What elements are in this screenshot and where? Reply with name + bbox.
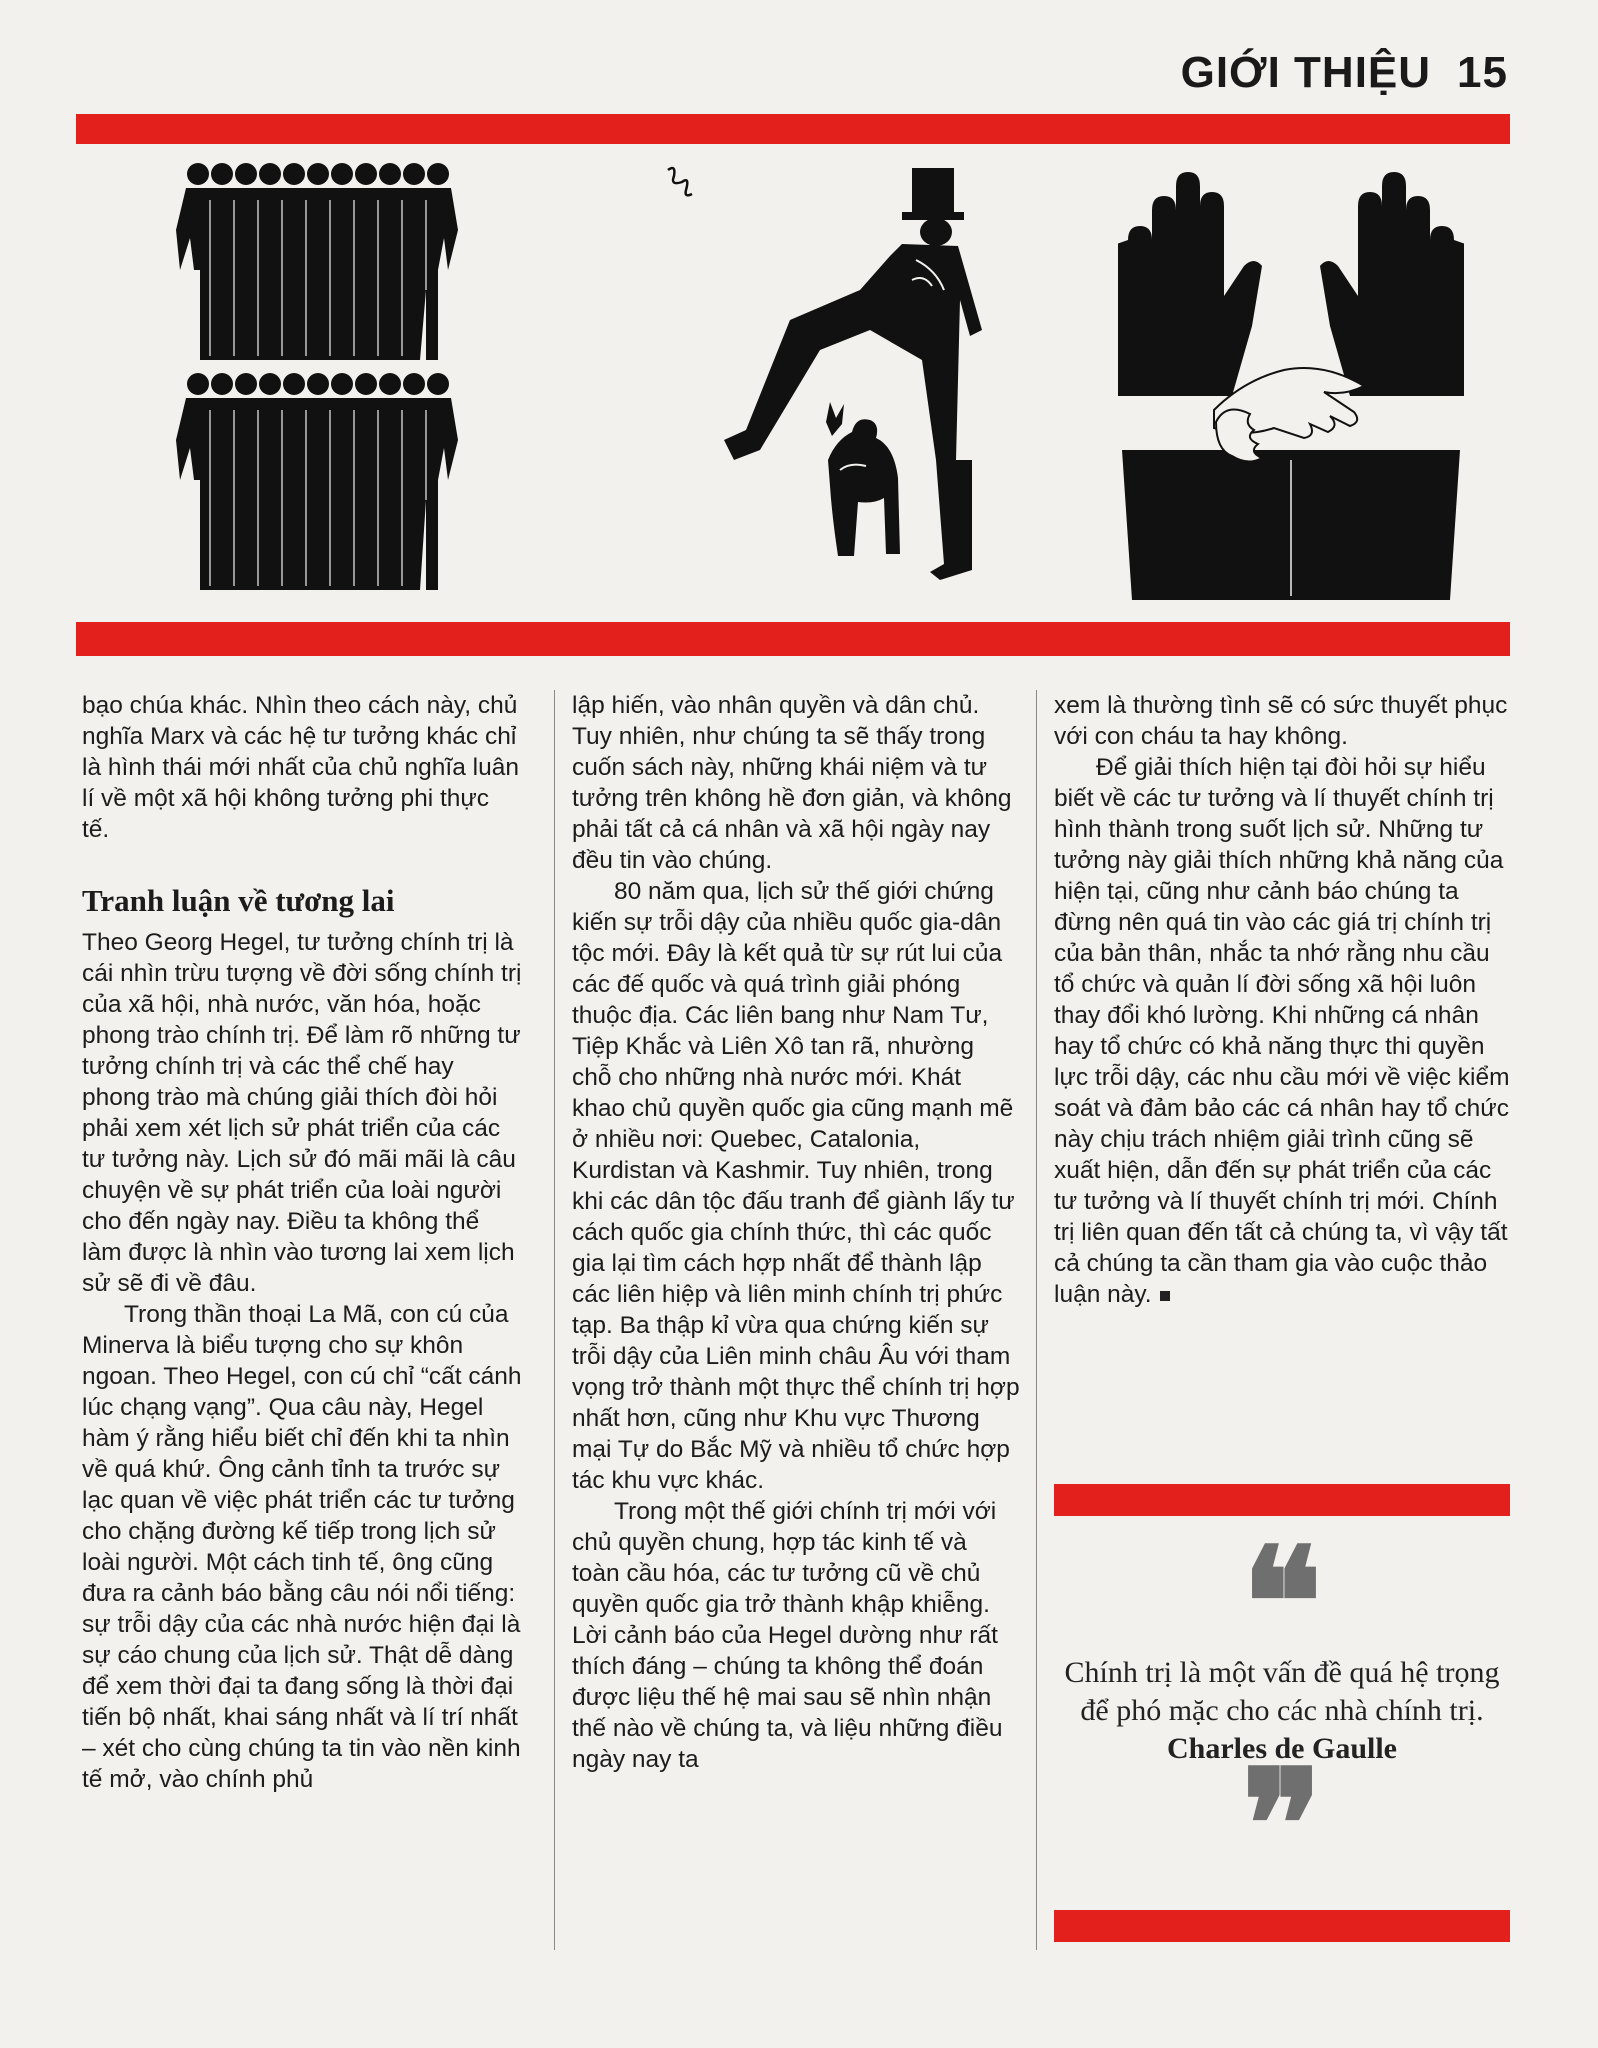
- pull-quote: [1054, 1522, 1510, 1910]
- middle-red-bar: [76, 622, 1510, 656]
- paragraph: 80 năm qua, lịch sử thế giới chứng kiến sự trỗi dậy của nhiều quốc gia-dân tộc mới. Đây là kết quả từ sự rút lui của các đế quốc và quá trình giải phóng thuộc địa. Các liên bang như Nam Tư, Tiệp Khắc và Liên Xô tan rã, nhường chỗ cho những nhà nước mới. Khát khao chủ quyền quốc gia cũng mạnh mẽ ở nhiều nơi: Quebec, Catalonia, Kurdistan và Kashmir. Tuy nhiên, trong khi các dân tộc đấu tranh để giành lấy tư cách quốc gia chính thức, thì các quốc gia lại tìm cách hợp nhất để thành lập các liên hiệp và liên minh chính trị phức tạp. Ba thập kỉ vừa qua chứng kiến sự trỗi dậy của Liên minh châu Âu với tham vọng trở thành một thực thể chính trị hợp nhất hơn, cũng như Khu vực Thương mại Tự do Bắc Mỹ và nhiều tổ chức hợp tác khu vực khác.: [572, 878, 1020, 1494]
- top-red-bar: [76, 114, 1510, 144]
- quote-author: Charles de Gaulle: [1167, 1732, 1397, 1765]
- paragraph: bạo chúa khác. Nhìn theo cách này, chủ nghĩa Marx và các hệ tư tưởng khác chỉ là hình thái mới nhất của chủ nghĩa luân lí về một xã hội không tưởng phi thực tế.: [82, 692, 519, 843]
- page-number: 15: [1457, 48, 1508, 97]
- text-column-2: [572, 690, 1020, 1970]
- paragraph: Theo Georg Hegel, tư tưởng chính trị là cái nhìn trừu tượng về đời sống chính trị của xã hội, nhà nước, văn hóa, hoặc phong trào chính trị. Để làm rõ những tư tưởng chính trị và các thể chế hay phong trào mà chúng giải thích đòi hỏi phải xem xét lịch sử phát triển của các tư tưởng này. Lịch sử đó mãi mãi là câu chuyện về sự phát triển của loài người cho đến ngày nay. Điều ta không thể làm được là nhìn vào tương lai xem lịch sử sẽ đi về đâu.: [82, 929, 522, 1297]
- close-quote-icon: ❞: [1241, 1744, 1323, 1910]
- column-divider: [1036, 690, 1037, 1950]
- open-quote-icon: ❝: [1241, 1522, 1323, 1688]
- text-column-1: [82, 690, 522, 1970]
- paragraph: lập hiến, vào nhân quyền và dân chủ. Tuy nhiên, như chúng ta sẽ thấy trong cuốn sách này, những khái niệm và tư tưởng trên không hề đơn giản, và không phải tất cả cá nhân và xã hội ngày nay đều tin vào chúng.: [572, 692, 1012, 874]
- paragraph: [1054, 752, 1510, 1310]
- quote-top-red-bar: [1054, 1484, 1510, 1516]
- section-title: GIỚI THIỆU: [1180, 48, 1432, 97]
- end-of-article-mark: [1160, 1291, 1170, 1301]
- section-subheading: Tranh luận về tương lai: [82, 883, 395, 918]
- quote-bottom-red-bar: [1054, 1910, 1510, 1942]
- handshake-hands-icon: [1118, 160, 1464, 600]
- top-hat-man-kicking-icon: [640, 160, 1000, 600]
- paragraph: xem là thường tình sẽ có sức thuyết phục với con cháu ta hay không.: [1054, 692, 1508, 750]
- quote-text: Chính trị là một vấn đề quá hệ trọng để phó mặc cho các nhà chính trị.: [1064, 1656, 1500, 1727]
- crowd-silhouettes-icon: [176, 160, 476, 600]
- paragraph: Trong thần thoại La Mã, con cú của Minerva là biểu tượng cho sự khôn ngoan. Theo Hegel, con cú chỉ “cất cánh lúc chạng vạng”. Qua câu này, Hegel hàm ý rằng hiểu biết chỉ đến khi ta nhìn về quá khứ. Ông cảnh tỉnh ta trước sự lạc quan về việc phát triển các tư tưởng cho chặng đường kế tiếp trong lịch sử loài người. Một cách tinh tế, ông cũng đưa ra cảnh báo bằng câu nói nổi tiếng: sự trỗi dậy của các nhà nước hiện đại là sự cáo chung của lịch sử. Thật dễ dàng để xem thời đại ta đang sống là thời đại tiến bộ nhất, khai sáng nhất và lí trí nhất – xét cho cùng chúng ta tin vào nền kinh tế mở, vào chính phủ: [82, 1301, 522, 1793]
- paragraph-text: Để giải thích hiện tại đòi hỏi sự hiểu biết về các tư tưởng và lí thuyết chính trị hình thành trong suốt lịch sử. Những tư tưởng này giải thích những khả năng của hiện tại, cũng như cảnh báo chúng ta đừng nên quá tin vào các giá trị chính trị của bản thân, nhắc ta nhớ rằng nhu cầu tổ chức và quản lí đời sống xã hội luôn thay đổi khó lường. Khi những cá nhân hay tổ chức có khả năng thực thi quyền lực trỗi dậy, các nhu cầu mới về việc kiểm soát và đảm bảo các cá nhân hay tổ chức này chịu trách nhiệm giải trình cũng sẽ xuất hiện, dẫn đến sự phát triển của các tư tưởng và lí thuyết chính trị mới. Chính trị liên quan đến tất cả chúng ta, vì vậy tất cả chúng ta cần tham gia vào cuộc thảo luận này.: [1054, 754, 1510, 1308]
- text-column-3: [1054, 690, 1510, 1470]
- column-divider: [554, 690, 555, 1950]
- paragraph: Trong một thế giới chính trị mới với chủ quyền chung, hợp tác kinh tế và toàn cầu hóa, các tư tưởng cũ về chủ quyền quốc gia trở thành khập khiễng. Lời cảnh báo của Hegel dường như rất thích đáng – chúng ta không thể đoán được liệu thế hệ mai sau sẽ nhìn nhận thế nào về chúng ta, và liệu những điều ngày nay ta: [572, 1498, 1003, 1773]
- running-header: [1181, 48, 1508, 98]
